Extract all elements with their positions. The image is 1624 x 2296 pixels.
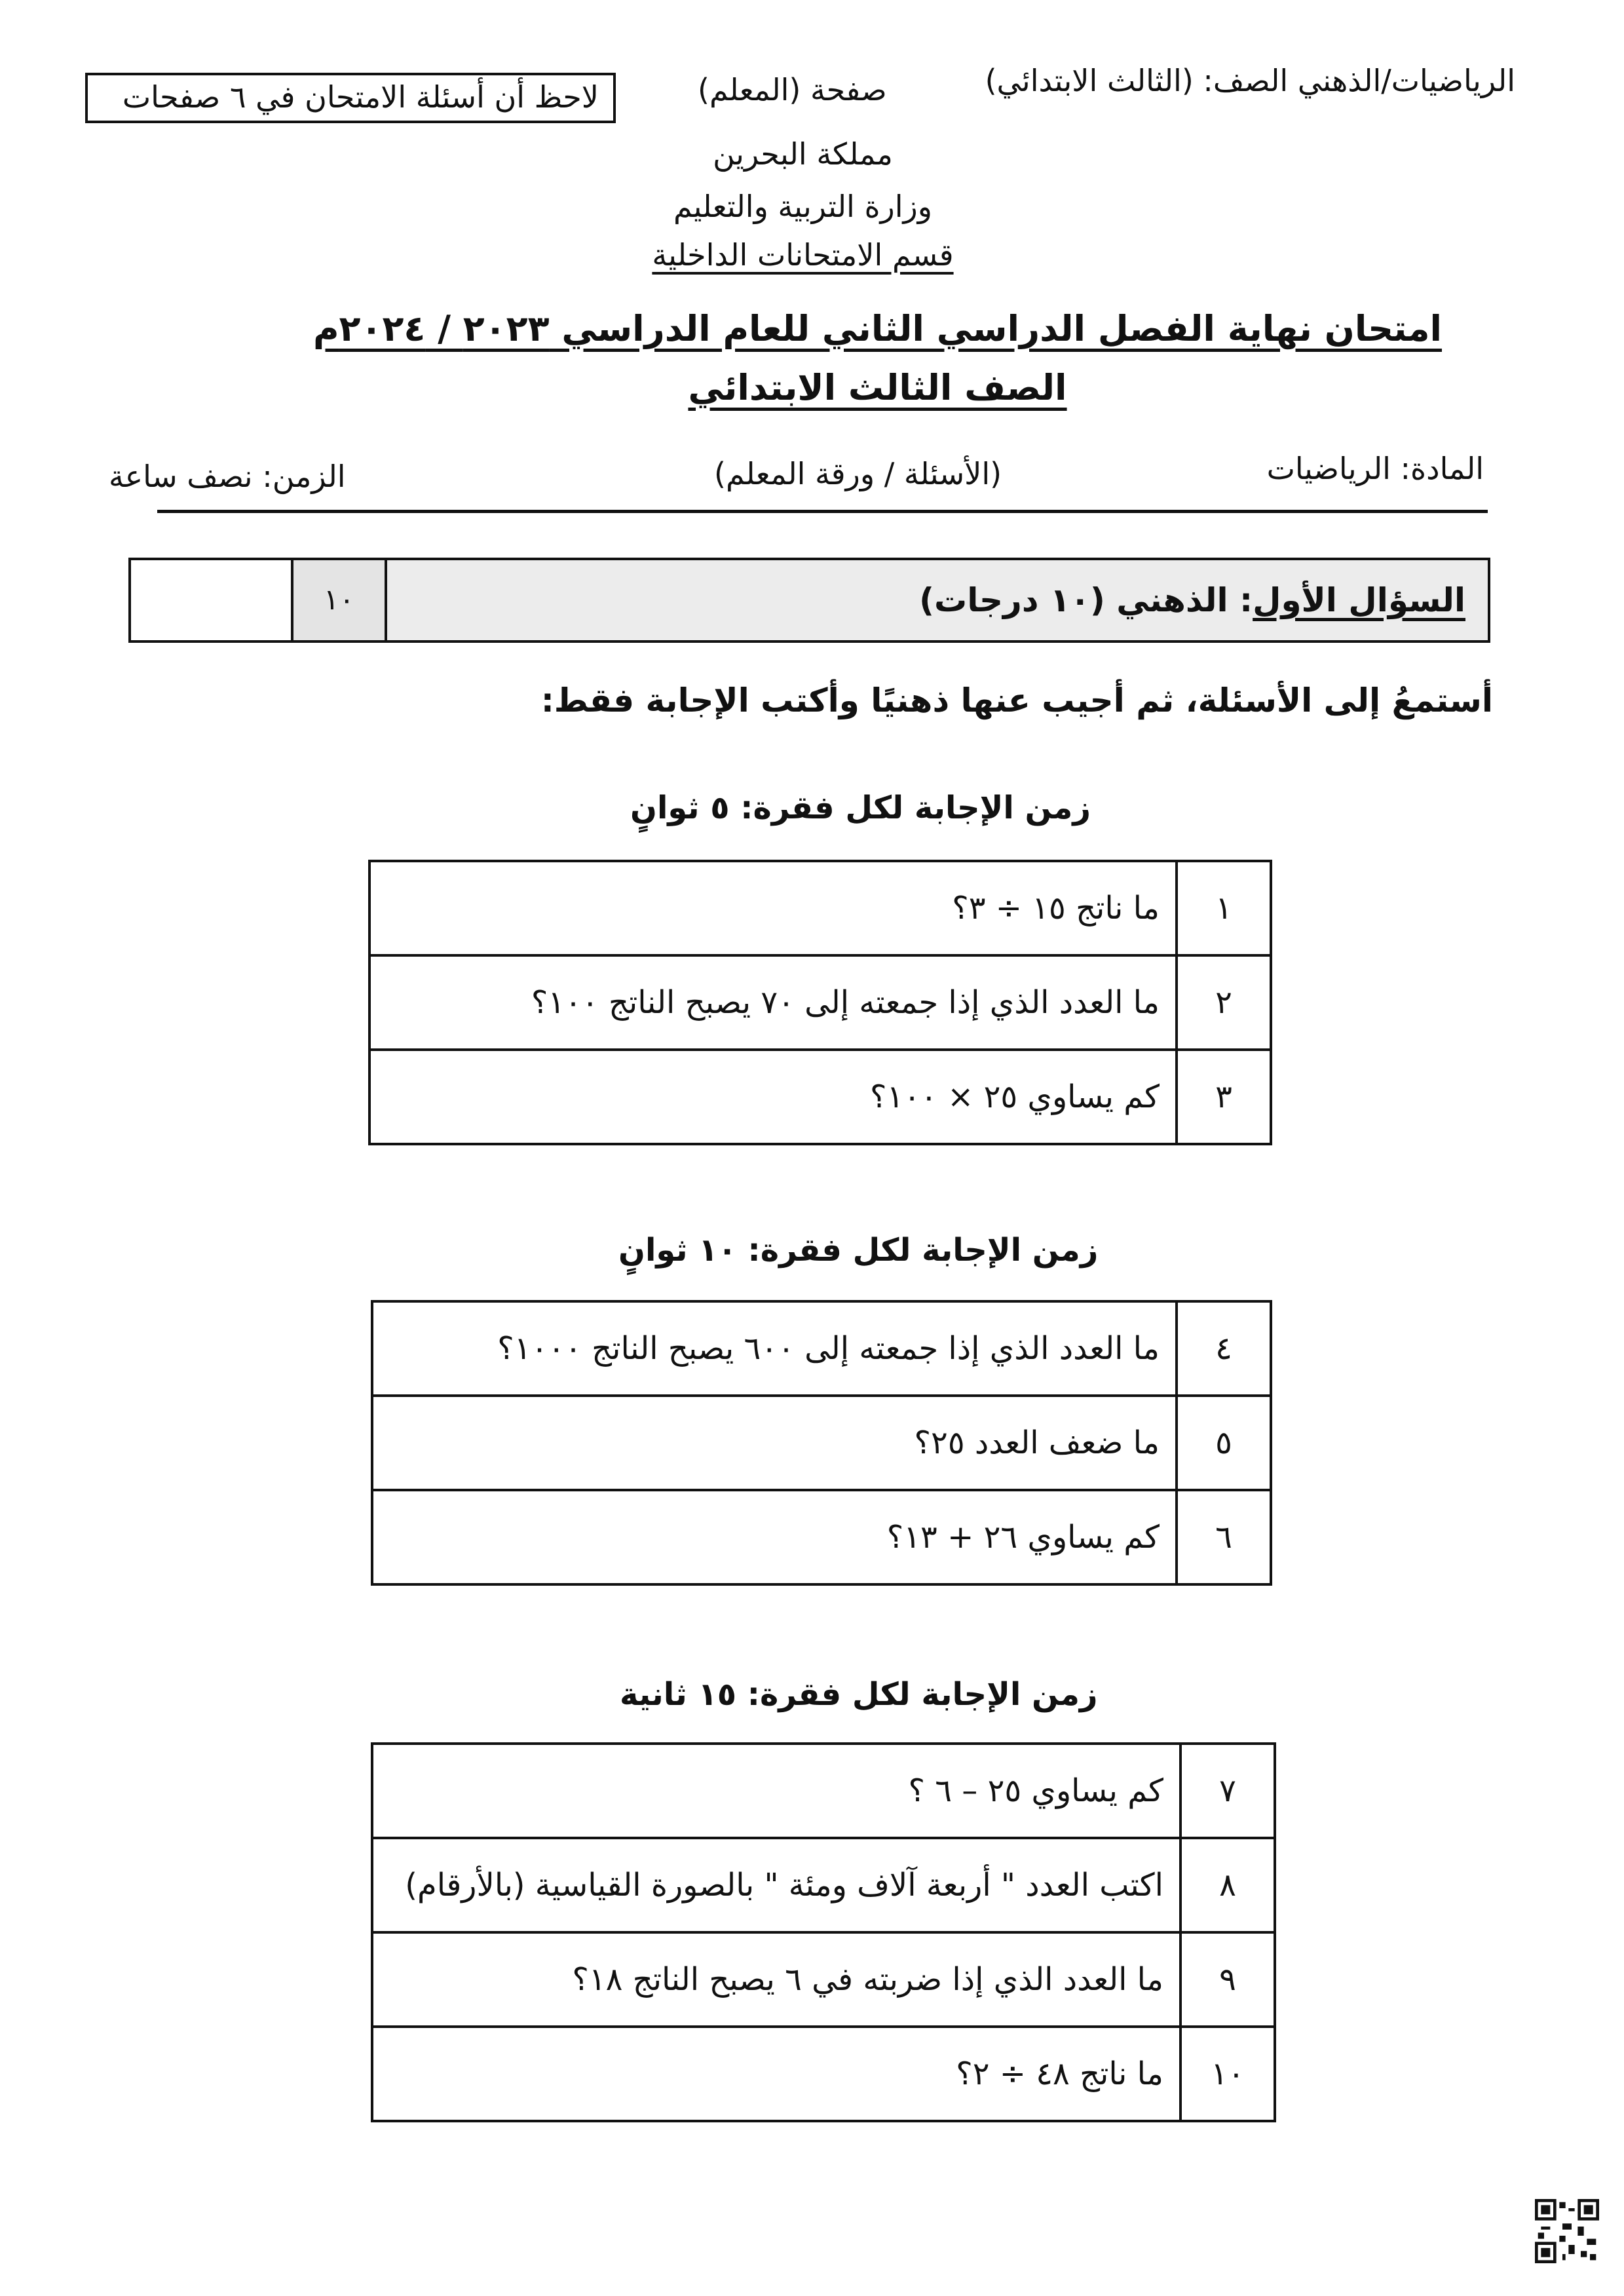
exam-subject: المادة: الرياضيات <box>1266 451 1484 486</box>
item-number: ٨ <box>1180 1838 1275 1932</box>
item-number: ٤ <box>1177 1301 1271 1396</box>
table-row <box>372 1490 1271 1584</box>
question-table <box>368 860 1272 1145</box>
item-number: ٣ <box>1177 1050 1271 1144</box>
item-text: ما العدد الذي إذا جمعته إلى ٦٠٠ يصبح الناتج ١٠٠٠؟ <box>372 1301 1177 1396</box>
item-text: اكتب العدد " أربعة آلاف ومئة " بالصورة القياسية (بالأرقام) <box>372 1838 1180 1932</box>
question-header-bar <box>128 558 1490 643</box>
qr-code-icon <box>1535 2199 1599 2263</box>
section-time-label: زمن الإجابة لكل فقرة: ١٥ ثانية <box>620 1676 1098 1713</box>
header-page-label: صفحة (المعلم) <box>698 72 887 107</box>
item-number: ٦ <box>1177 1490 1271 1584</box>
question-title-rest: : الذهني (١٠ درجات) <box>919 581 1253 619</box>
score-box <box>131 560 293 640</box>
kingdom-name: مملكة البحرين <box>713 136 893 172</box>
department-name <box>0 237 1615 273</box>
table-row <box>372 1301 1271 1396</box>
item-text: كم يساوي ٢٥ × ١٠٠؟ <box>369 1050 1177 1144</box>
table-row <box>372 2027 1275 2121</box>
item-text: ما ناتج ١٥ ÷ ٣؟ <box>369 861 1177 955</box>
item-number: ١ <box>1177 861 1271 955</box>
item-text: ما العدد الذي إذا ضربته في ٦ يصبح الناتج ١٨؟ <box>372 1932 1180 2027</box>
exam-title-text: امتحان نهاية الفصل الدراسي الثاني للعام الدراسي ٢٠٢٣ / ٢٠٢٤م <box>312 308 1443 349</box>
table-row <box>372 1932 1275 2027</box>
item-number: ٥ <box>1177 1396 1271 1490</box>
table-row <box>369 861 1271 955</box>
section-time-label: زمن الإجابة لكل فقرة: ٥ ثوانٍ <box>630 790 1091 826</box>
item-text: ما العدد الذي إذا جمعته إلى ٧٠ يصبح الناتج ١٠٠؟ <box>369 955 1177 1050</box>
question-marks: ١٠ <box>293 560 387 640</box>
table-row <box>369 1050 1271 1144</box>
exam-title <box>66 308 1624 349</box>
table-row <box>369 955 1271 1050</box>
item-number: ١٠ <box>1180 2027 1275 2121</box>
section-time-label: زمن الإجابة لكل فقرة: ١٠ ثوانٍ <box>618 1232 1099 1269</box>
notice-box: لاحظ أن أسئلة الامتحان في ٦ صفحات <box>85 73 616 123</box>
question-table <box>371 1742 1276 2122</box>
question-title <box>387 560 1488 640</box>
exam-duration: الزمن: نصف ساعة <box>109 459 346 494</box>
exam-paper-type: (الأسئلة / ورقة المعلم) <box>714 456 1002 491</box>
table-row <box>372 1396 1271 1490</box>
question-instruction: أستمعُ إلى الأسئلة، ثم أجيب عنها ذهنيًا وأكتب الإجابة فقط: <box>540 681 1493 719</box>
item-text: كم يساوي ٢٥ – ٦ ؟ <box>372 1744 1180 1838</box>
item-text: ما ناتج ٤٨ ÷ ٢؟ <box>372 2027 1180 2121</box>
grade-title <box>66 367 1624 408</box>
item-number: ٧ <box>1180 1744 1275 1838</box>
divider <box>157 510 1488 513</box>
item-number: ٢ <box>1177 955 1271 1050</box>
item-text: كم يساوي ٢٦ + ١٣؟ <box>372 1490 1177 1584</box>
item-text: ما ضعف العدد ٢٥؟ <box>372 1396 1177 1490</box>
question-title-prefix: السؤال الأول <box>1253 581 1465 619</box>
question-table <box>371 1300 1272 1586</box>
table-row <box>372 1838 1275 1932</box>
item-number: ٩ <box>1180 1932 1275 2027</box>
header-subject-grade: الرياضيات/الذهني الصف: (الثالث الابتدائي) <box>985 63 1515 98</box>
table-row <box>372 1744 1275 1838</box>
ministry-name: وزارة التربية والتعليم <box>673 189 932 224</box>
department-label: قسم الامتحانات الداخلية <box>652 237 954 273</box>
grade-title-text: الصف الثالث الابتدائي <box>688 367 1067 408</box>
